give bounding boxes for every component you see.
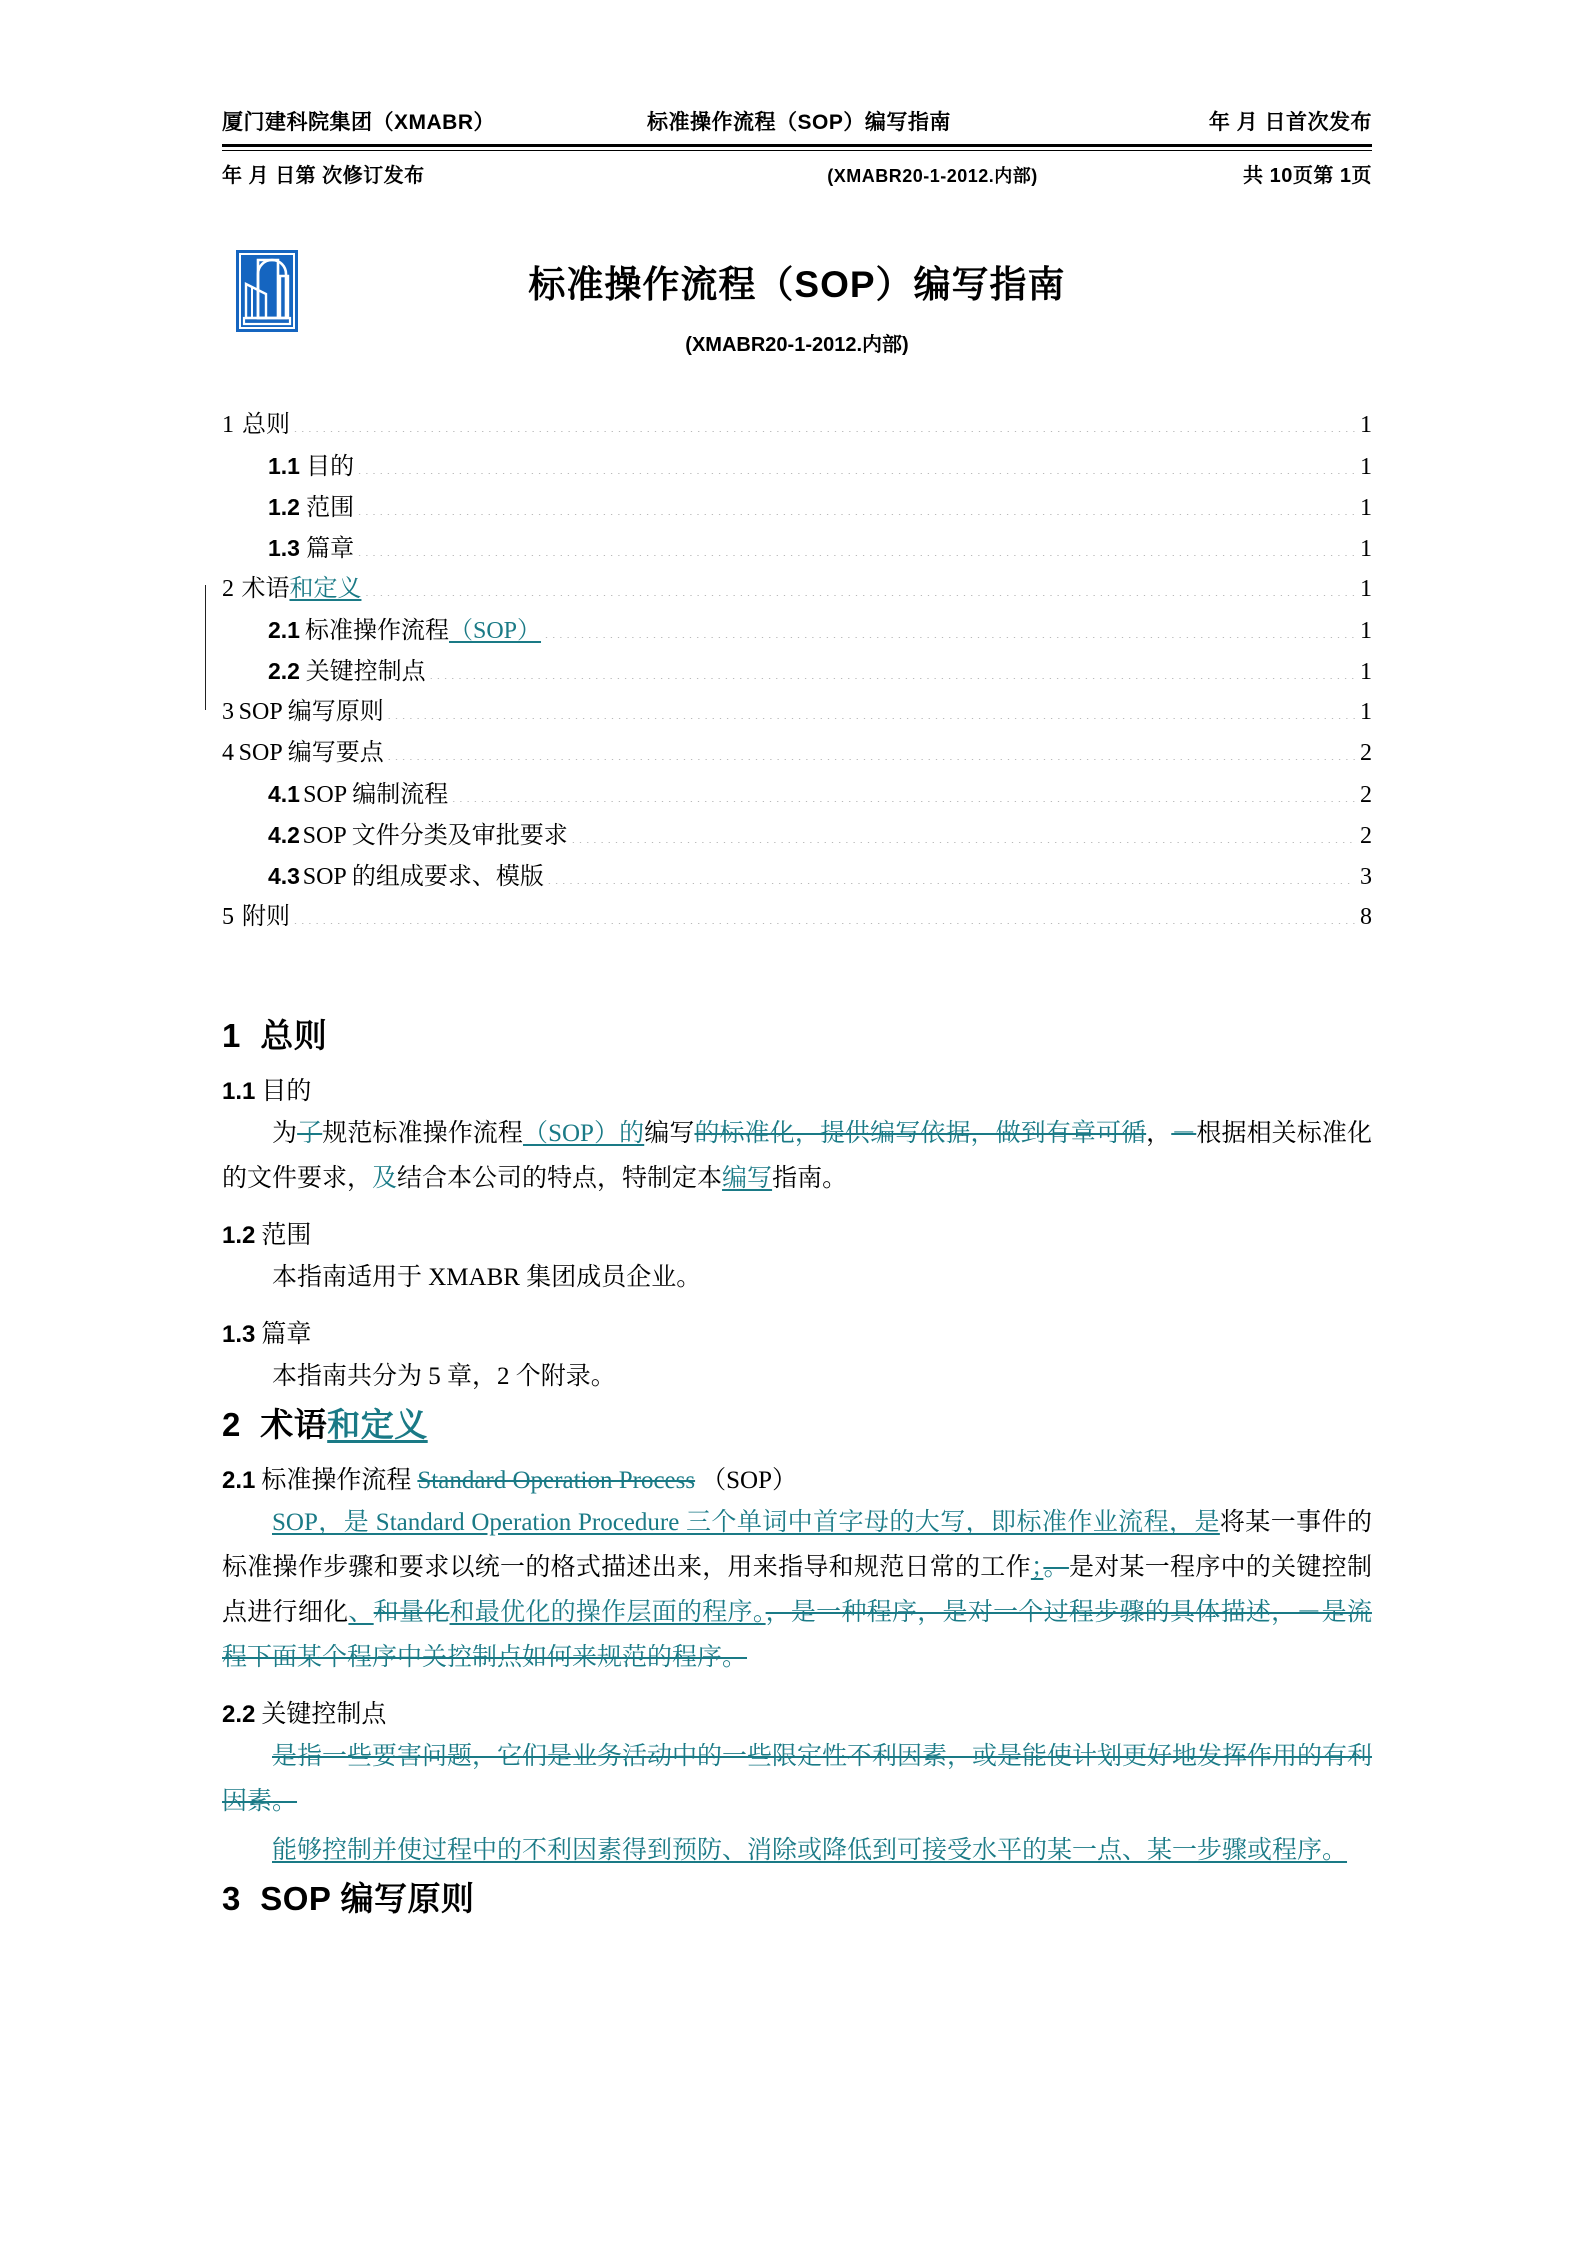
toc-page-number: 1 bbox=[1360, 699, 1372, 725]
section-number: 1 bbox=[222, 1017, 241, 1054]
toc-label: 附则 bbox=[242, 904, 290, 930]
toc-entry-3[interactable] bbox=[222, 692, 1372, 733]
subsection-title: 篇章 bbox=[261, 1321, 312, 1348]
toc-leader bbox=[387, 736, 1355, 760]
toc-label: 篇章 bbox=[306, 536, 355, 562]
header-page-count: 共 10页第 1页 bbox=[1243, 165, 1372, 187]
toc-label: SOP 文件分类及审批要求 bbox=[302, 823, 568, 849]
paragraph-2-2-deleted: 是指一些要害问题，它们是业务活动中的一些限定性不利因素，或是能使计划更好地发挥作用的有利因素。 bbox=[222, 1743, 1373, 1815]
section-heading-3 bbox=[222, 1873, 1372, 1920]
toc-leader bbox=[357, 450, 1355, 474]
toc-number: 1.2 bbox=[268, 494, 300, 520]
toc-label: SOP 编写原则 bbox=[238, 699, 384, 725]
toc-entry-2[interactable] bbox=[222, 569, 1372, 610]
text-run: 为 bbox=[272, 1120, 298, 1147]
toc-entry-1-3[interactable] bbox=[222, 528, 1372, 569]
inserted-run: （SOP）的 bbox=[522, 1120, 645, 1147]
header-revision-date: 年 月 日第 次修订发布 bbox=[222, 165, 425, 187]
toc-leader bbox=[357, 491, 1355, 515]
paragraph-2-1 bbox=[222, 1500, 1372, 1680]
toc-leader bbox=[429, 655, 1355, 679]
toc-number: 4.2 bbox=[268, 822, 300, 848]
toc-number: 3 bbox=[222, 699, 234, 725]
toc-label: SOP 的组成要求、模版 bbox=[302, 864, 544, 890]
toc-page-number: 1 bbox=[1360, 454, 1372, 480]
toc-label: SOP 编写要点 bbox=[238, 740, 384, 766]
page-header bbox=[222, 106, 1372, 188]
text-run: 根据相关标准化的文件要求， bbox=[222, 1120, 1372, 1192]
section-title: SOP 编写原则 bbox=[260, 1880, 475, 1917]
toc-leader bbox=[547, 860, 1355, 884]
toc-leader bbox=[451, 778, 1355, 802]
toc-entry-4-1[interactable] bbox=[222, 774, 1372, 815]
subsection-heading-1-2 bbox=[222, 1215, 1372, 1251]
toc-number: 1.1 bbox=[268, 453, 300, 479]
toc-number: 1.3 bbox=[268, 535, 300, 561]
text-run: 将某一事件的标准操作步骤和要求以统一的格式描述出来，用来指导和规范日常的工作 bbox=[222, 1509, 1372, 1581]
toc-entry-2-2[interactable] bbox=[222, 651, 1372, 692]
toc-label: 关键控制点 bbox=[305, 659, 426, 685]
toc-entry-2-1[interactable] bbox=[222, 610, 1372, 651]
header-company: 厦门建科院集团（XMABR） bbox=[222, 111, 495, 134]
subsection-number: 2.2 bbox=[222, 1701, 256, 1728]
toc-label: 标准操作流程 bbox=[304, 618, 449, 644]
subsection-number: 1.2 bbox=[222, 1222, 256, 1249]
inserted-run: 和最优化的操作层面的程序。 bbox=[449, 1599, 766, 1626]
toc-number: 4.3 bbox=[268, 863, 300, 889]
subsection-title: 关键控制点 bbox=[261, 1701, 387, 1728]
section-heading-1 bbox=[222, 1010, 1372, 1057]
inserted-run: SOP，是 Standard Operation Procedure 三个单词中首字母的大写，即标准作业流程，是 bbox=[272, 1509, 1220, 1536]
subsection-title: 标准操作流程 bbox=[261, 1467, 412, 1494]
toc-number: 2.1 bbox=[268, 617, 300, 643]
subsection-number: 1.1 bbox=[222, 1078, 256, 1105]
toc-page-number: 2 bbox=[1360, 782, 1372, 808]
subsection-heading-2-2 bbox=[222, 1694, 1372, 1730]
toc-page-number: 8 bbox=[1360, 904, 1372, 930]
toc-leader bbox=[571, 819, 1355, 843]
deleted-run: ，是一种程序，是对一个过程步骤的具体描述，－是流程下面某个程序中关控制点如何来规范的程序。 bbox=[222, 1599, 1372, 1671]
inserted-run: 及 bbox=[372, 1165, 398, 1192]
subsection-title-deletion: Standard Operation Process bbox=[417, 1467, 696, 1494]
header-issue-date: 年 月 日首次发布 bbox=[1208, 111, 1372, 134]
toc-leader bbox=[544, 614, 1355, 638]
toc-page-number: 1 bbox=[1360, 412, 1372, 438]
section-title-insertion: 和定义 bbox=[327, 1406, 428, 1443]
subsection-heading-1-3 bbox=[222, 1314, 1372, 1350]
title-block bbox=[222, 240, 1372, 360]
toc-label: 目的 bbox=[306, 454, 355, 480]
page-subtitle: (XMABR20-1-2012.内部) bbox=[685, 334, 909, 356]
text-run: 编写 bbox=[644, 1120, 695, 1147]
deleted-run: 和量化 bbox=[373, 1599, 450, 1626]
inserted-run: ； bbox=[1030, 1554, 1044, 1581]
revision-change-bar bbox=[205, 585, 206, 710]
section-title: 术语 bbox=[260, 1406, 328, 1443]
toc-entry-5[interactable] bbox=[222, 897, 1372, 938]
paragraph-1-1 bbox=[222, 1111, 1372, 1201]
toc-page-number: 1 bbox=[1360, 536, 1372, 562]
toc-entry-4[interactable] bbox=[222, 733, 1372, 774]
toc-entry-1-2[interactable] bbox=[222, 487, 1372, 528]
toc-leader bbox=[387, 695, 1355, 719]
subsection-title: 目的 bbox=[261, 1078, 312, 1105]
toc-number: 4.1 bbox=[268, 781, 300, 807]
section-number: 3 bbox=[222, 1880, 241, 1917]
text-run: 结合本公司的特点，特制定本 bbox=[397, 1165, 723, 1192]
paragraph-1-2: 本指南适用于 XMABR 集团成员企业。 bbox=[272, 1264, 702, 1291]
toc-label: 术语 bbox=[241, 576, 290, 602]
toc-label: 总则 bbox=[242, 412, 290, 438]
subsection-title: 范围 bbox=[261, 1222, 312, 1249]
section-title: 总则 bbox=[260, 1017, 328, 1054]
text-run: 是对某一程序中的关键控制点进行细化 bbox=[222, 1554, 1372, 1626]
deleted-run: － bbox=[1171, 1120, 1197, 1147]
subsection-heading-2-1 bbox=[222, 1460, 1372, 1496]
toc-page-number: 1 bbox=[1360, 576, 1372, 602]
toc-leader bbox=[293, 408, 1355, 432]
text-run: ， bbox=[1146, 1120, 1172, 1147]
toc-label: SOP 编制流程 bbox=[303, 782, 449, 808]
toc-leader bbox=[364, 572, 1355, 596]
toc-leader bbox=[357, 532, 1355, 556]
paragraph-2-2-inserted: 能够控制并使过程中的不利因素得到预防、消除或降低到可接受水平的某一点、某一步骤或程序。 bbox=[272, 1837, 1348, 1864]
toc-leader bbox=[293, 900, 1355, 924]
section-heading-2 bbox=[222, 1399, 1372, 1446]
deleted-run: 的标准化，提供编写依据，做到有章可循 bbox=[694, 1120, 1147, 1147]
toc-entry-1[interactable] bbox=[222, 405, 1372, 446]
subsection-title-tail: （SOP） bbox=[701, 1467, 797, 1494]
toc-entry-4-3[interactable] bbox=[222, 856, 1372, 897]
page-title: 标准操作流程（SOP）编写指南 bbox=[528, 264, 1066, 305]
deleted-run: 。 bbox=[1043, 1554, 1069, 1581]
toc-number: 4 bbox=[222, 740, 234, 766]
toc-page-number: 2 bbox=[1360, 740, 1372, 766]
subsection-number: 1.3 bbox=[222, 1321, 256, 1348]
toc-entry-4-2[interactable] bbox=[222, 815, 1372, 856]
inserted-run: 编写 bbox=[722, 1165, 773, 1192]
toc-label: 范围 bbox=[306, 495, 355, 521]
toc-number: 2.2 bbox=[268, 658, 300, 684]
header-line-2 bbox=[222, 159, 1372, 188]
toc-page-number: 3 bbox=[1360, 864, 1372, 890]
header-line-1 bbox=[222, 106, 1372, 142]
text-run: 规范标准操作流程 bbox=[322, 1120, 523, 1147]
header-divider bbox=[222, 144, 1372, 151]
toc-page-number: 1 bbox=[1360, 618, 1372, 644]
toc-number: 1 bbox=[222, 412, 234, 438]
toc-page-number: 2 bbox=[1360, 823, 1372, 849]
document-body bbox=[222, 1010, 1372, 1920]
toc-number: 2 bbox=[222, 576, 234, 602]
subsection-number: 2.1 bbox=[222, 1467, 256, 1494]
text-run: 指南。 bbox=[772, 1165, 848, 1192]
toc-label-insertion: （SOP） bbox=[448, 618, 542, 644]
section-number: 2 bbox=[222, 1406, 241, 1443]
toc-entry-1-1[interactable] bbox=[222, 446, 1372, 487]
header-doc-code: (XMABR20-1-2012.内部) bbox=[827, 166, 1038, 186]
table-of-contents bbox=[222, 405, 1372, 938]
toc-number: 5 bbox=[222, 904, 234, 930]
header-doc-title: 标准操作流程（SOP）编写指南 bbox=[647, 111, 951, 134]
subsection-heading-1-1 bbox=[222, 1071, 1372, 1107]
inserted-run: 、 bbox=[348, 1599, 374, 1626]
toc-label-insertion: 和定义 bbox=[289, 576, 362, 602]
toc-page-number: 1 bbox=[1360, 659, 1372, 685]
deleted-run: 了 bbox=[297, 1120, 323, 1147]
toc-page-number: 1 bbox=[1360, 495, 1372, 521]
paragraph-1-3: 本指南共分为 5 章，2 个附录。 bbox=[272, 1363, 616, 1390]
